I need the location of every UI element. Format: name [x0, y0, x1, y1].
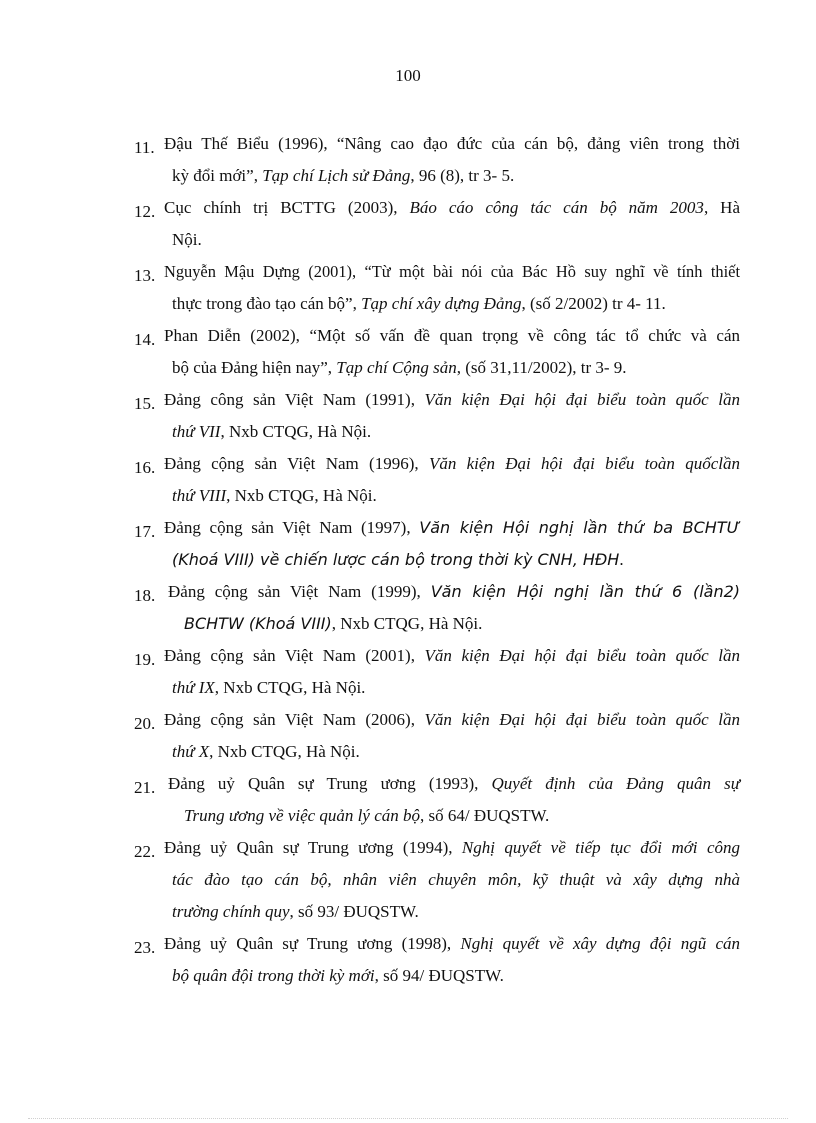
page-bottom-divider: [28, 1118, 788, 1119]
reference-line: Đậu Thế Biểu (1996), “Nâng cao đạo đức của cán bộ, đảng viên trong thời: [164, 134, 740, 153]
reference-item: [134, 192, 740, 256]
reference-line: Đảng cộng sản Việt Nam (1999), Văn kiện Hội nghị lần thứ 6 (lần2): [168, 582, 741, 601]
reference-line: Đảng cộng sản Việt Nam (1997), Văn kiện Hội nghị lần thứ ba BCHTƯ: [164, 518, 740, 537]
reference-number: 17.: [134, 522, 156, 541]
reference-line: bộ của Đảng hiện nay”, Tạp chí Cộng sản, (số 31,11/2002), tr 3- 9.: [172, 358, 627, 377]
reference-item: [134, 448, 740, 512]
reference-number: 23.: [134, 938, 156, 957]
reference-list: [134, 128, 740, 992]
reference-number: 13.: [134, 266, 156, 285]
reference-line: Phan Diễn (2002), “Một số vấn đề quan trọng về công tác tổ chức và cán: [164, 326, 740, 345]
reference-line: thực trong đào tạo cán bộ”, Tạp chí xây dựng Đảng, (số 2/2002) tr 4- 11.: [172, 294, 666, 313]
reference-line: kỳ đổi mới”, Tạp chí Lịch sử Đảng, 96 (8), tr 3- 5.: [172, 166, 515, 185]
reference-item: [134, 704, 740, 768]
reference-line: Nguyễn Mậu Dựng (2001), “Từ một bài nói của Bác Hồ suy nghĩ về tính thiết: [164, 262, 740, 281]
reference-item: [134, 576, 740, 640]
reference-number: 15.: [134, 394, 156, 413]
reference-number: 19.: [134, 650, 156, 669]
reference-number: 21.: [134, 778, 156, 797]
reference-number: 11.: [134, 138, 155, 157]
reference-line: tác đào tạo cán bộ, nhân viên chuyên môn, kỹ thuật và xây dựng nhà: [172, 870, 740, 889]
reference-number: 12.: [134, 202, 156, 221]
reference-item: [134, 832, 740, 928]
reference-number: 18.: [134, 586, 156, 605]
reference-item: [134, 128, 740, 192]
reference-line: trường chính quy, số 93/ ĐUQSTW.: [172, 902, 419, 921]
reference-line: Cục chính trị BCTTG (2003), Báo cáo công tác cán bộ năm 2003, Hà: [164, 198, 740, 217]
reference-item: [134, 384, 740, 448]
reference-line: Đảng cộng sản Việt Nam (2006), Văn kiện Đại hội đại biểu toàn quốc lần: [164, 710, 740, 729]
reference-item: [134, 320, 740, 384]
reference-number: 16.: [134, 458, 156, 477]
reference-line: (Khoá VIII) về chiến lược cán bộ trong thời kỳ CNH, HĐH.: [172, 550, 624, 569]
reference-line: thứ VIII, Nxb CTQG, Hà Nội.: [172, 486, 377, 505]
reference-line: thứ VII, Nxb CTQG, Hà Nội.: [172, 422, 372, 441]
reference-number: 22.: [134, 842, 156, 861]
reference-item: [134, 928, 740, 992]
reference-line: Đảng uỷ Quân sự Trung ương (1994), Nghị quyết về tiếp tục đổi mới công: [164, 838, 740, 857]
reference-number: 20.: [134, 714, 156, 733]
reference-line: thứ IX, Nxb CTQG, Hà Nội.: [172, 678, 366, 697]
page-number: 100: [395, 66, 421, 85]
reference-number: 14.: [134, 330, 156, 349]
reference-item: [134, 768, 740, 832]
reference-line: BCHTW (Khoá VIII), Nxb CTQG, Hà Nội.: [184, 614, 483, 633]
reference-line: Đảng cộng sản Việt Nam (1996), Văn kiện Đại hội đại biểu toàn quốclần: [164, 454, 740, 473]
reference-line: Trung ương về việc quản lý cán bộ, số 64/ ĐUQSTW.: [184, 806, 550, 825]
reference-line: Đảng cộng sản Việt Nam (2001), Văn kiện Đại hội đại biểu toàn quốc lần: [164, 646, 740, 665]
reference-line: Đảng uỷ Quân sự Trung ương (1998), Nghị quyết về xây dựng đội ngũ cán: [164, 934, 740, 953]
reference-item: [134, 256, 740, 320]
reference-line: thứ X, Nxb CTQG, Hà Nội.: [172, 742, 360, 761]
reference-item: [134, 640, 740, 704]
reference-line: Đảng công sản Việt Nam (1991), Văn kiện Đại hội đại biểu toàn quốc lần: [164, 390, 740, 409]
reference-line: Đảng uỷ Quân sự Trung ương (1993), Quyết định của Đảng quân sự: [168, 774, 741, 793]
reference-line: bộ quân đội trong thời kỳ mới, số 94/ ĐUQSTW.: [172, 966, 504, 985]
reference-item: [134, 512, 740, 576]
reference-line: Nội.: [172, 230, 202, 249]
